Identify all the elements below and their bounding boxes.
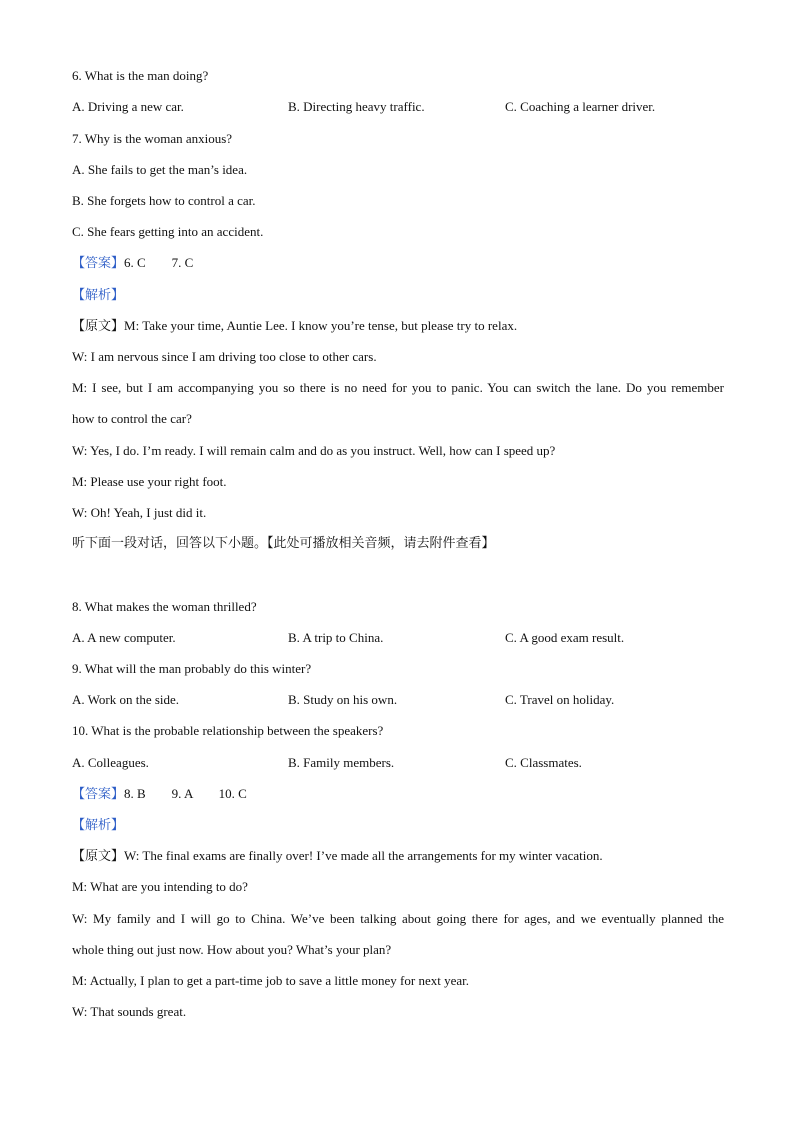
transcript-text: M: Take your time, Auntie Lee. I know you’re tense, but please try to relax. — [124, 318, 518, 333]
transcript-2-line-3: W: My family and I will go to China. We’ve been talking about going there for ages, and we eventually planned the — [72, 911, 724, 926]
analysis-label: 【解析】 — [72, 288, 125, 303]
answer-text: 6. C 7. C — [124, 255, 194, 270]
transcript-2-line-2: M: What are you intending to do? — [72, 879, 248, 894]
question-9: 9. What will the man probably do this winter? — [72, 661, 312, 676]
transcript-1-line-6: M: Please use your right foot. — [72, 474, 227, 489]
q6-option-b: B. Directing heavy traffic. — [288, 99, 425, 114]
transcript-1-line-4: how to control the car? — [72, 411, 192, 426]
q10-option-b: B. Family members. — [288, 755, 395, 770]
transcript-2-line-5: M: Actually, I plan to get a part-time job to save a little money for next year. — [72, 973, 469, 988]
q7-option-c: C. She fears getting into an accident. — [72, 224, 264, 239]
q7-option-a: A. She fails to get the man’s idea. — [72, 162, 248, 177]
answer-text: 8. B 9. A 10. C — [124, 786, 247, 801]
analysis-line-1 — [72, 286, 124, 305]
answer-label: 【答案】 — [72, 787, 125, 802]
answer-line-2 — [72, 785, 247, 804]
transcript-2-line-1 — [72, 847, 603, 866]
transcript-1-line-7: W: Oh! Yeah, I just did it. — [72, 505, 207, 520]
listening-instruction: 听下面一段对话，回答以下小题。【此处可播放相关音频，请去附件查看】 — [72, 536, 495, 551]
q8-option-c: C. A good exam result. — [505, 630, 625, 645]
answer-line-1 — [72, 254, 193, 273]
q10-option-a: A. Colleagues. — [72, 755, 149, 770]
q9-option-b: B. Study on his own. — [288, 692, 398, 707]
q8-option-a: A. A new computer. — [72, 630, 176, 645]
transcript-text: W: The final exams are finally over! I’ve made all the arrangements for my winter vacation. — [124, 848, 603, 863]
transcript-1-line-5: W: Yes, I do. I’m ready. I will remain calm and do as you instruct. Well, how can I speed up? — [72, 443, 556, 458]
transcript-label: 【原文】 — [72, 319, 125, 334]
q9-option-c: C. Travel on holiday. — [505, 692, 615, 707]
analysis-label: 【解析】 — [72, 818, 125, 833]
question-10: 10. What is the probable relationship between the speakers? — [72, 723, 384, 738]
question-8: 8. What makes the woman thrilled? — [72, 599, 257, 614]
analysis-line-2 — [72, 816, 124, 835]
transcript-1-line-2: W: I am nervous since I am driving too close to other cars. — [72, 349, 377, 364]
q8-option-b: B. A trip to China. — [288, 630, 384, 645]
question-7: 7. Why is the woman anxious? — [72, 131, 233, 146]
q10-option-c: C. Classmates. — [505, 755, 582, 770]
q7-option-b: B. She forgets how to control a car. — [72, 193, 256, 208]
q6-option-a: A. Driving a new car. — [72, 99, 184, 114]
transcript-2-line-6: W: That sounds great. — [72, 1004, 187, 1019]
transcript-2-line-4: whole thing out just now. How about you? What’s your plan? — [72, 942, 392, 957]
transcript-1-line-1 — [72, 317, 517, 336]
transcript-label: 【原文】 — [72, 849, 125, 864]
question-6: 6. What is the man doing? — [72, 68, 209, 83]
answer-label: 【答案】 — [72, 256, 125, 271]
q6-option-c: C. Coaching a learner driver. — [505, 99, 656, 114]
transcript-1-line-3: M: I see, but I am accompanying you so there is no need for you to panic. You can switch the lane. Do you remember — [72, 380, 724, 395]
q9-option-a: A. Work on the side. — [72, 692, 180, 707]
